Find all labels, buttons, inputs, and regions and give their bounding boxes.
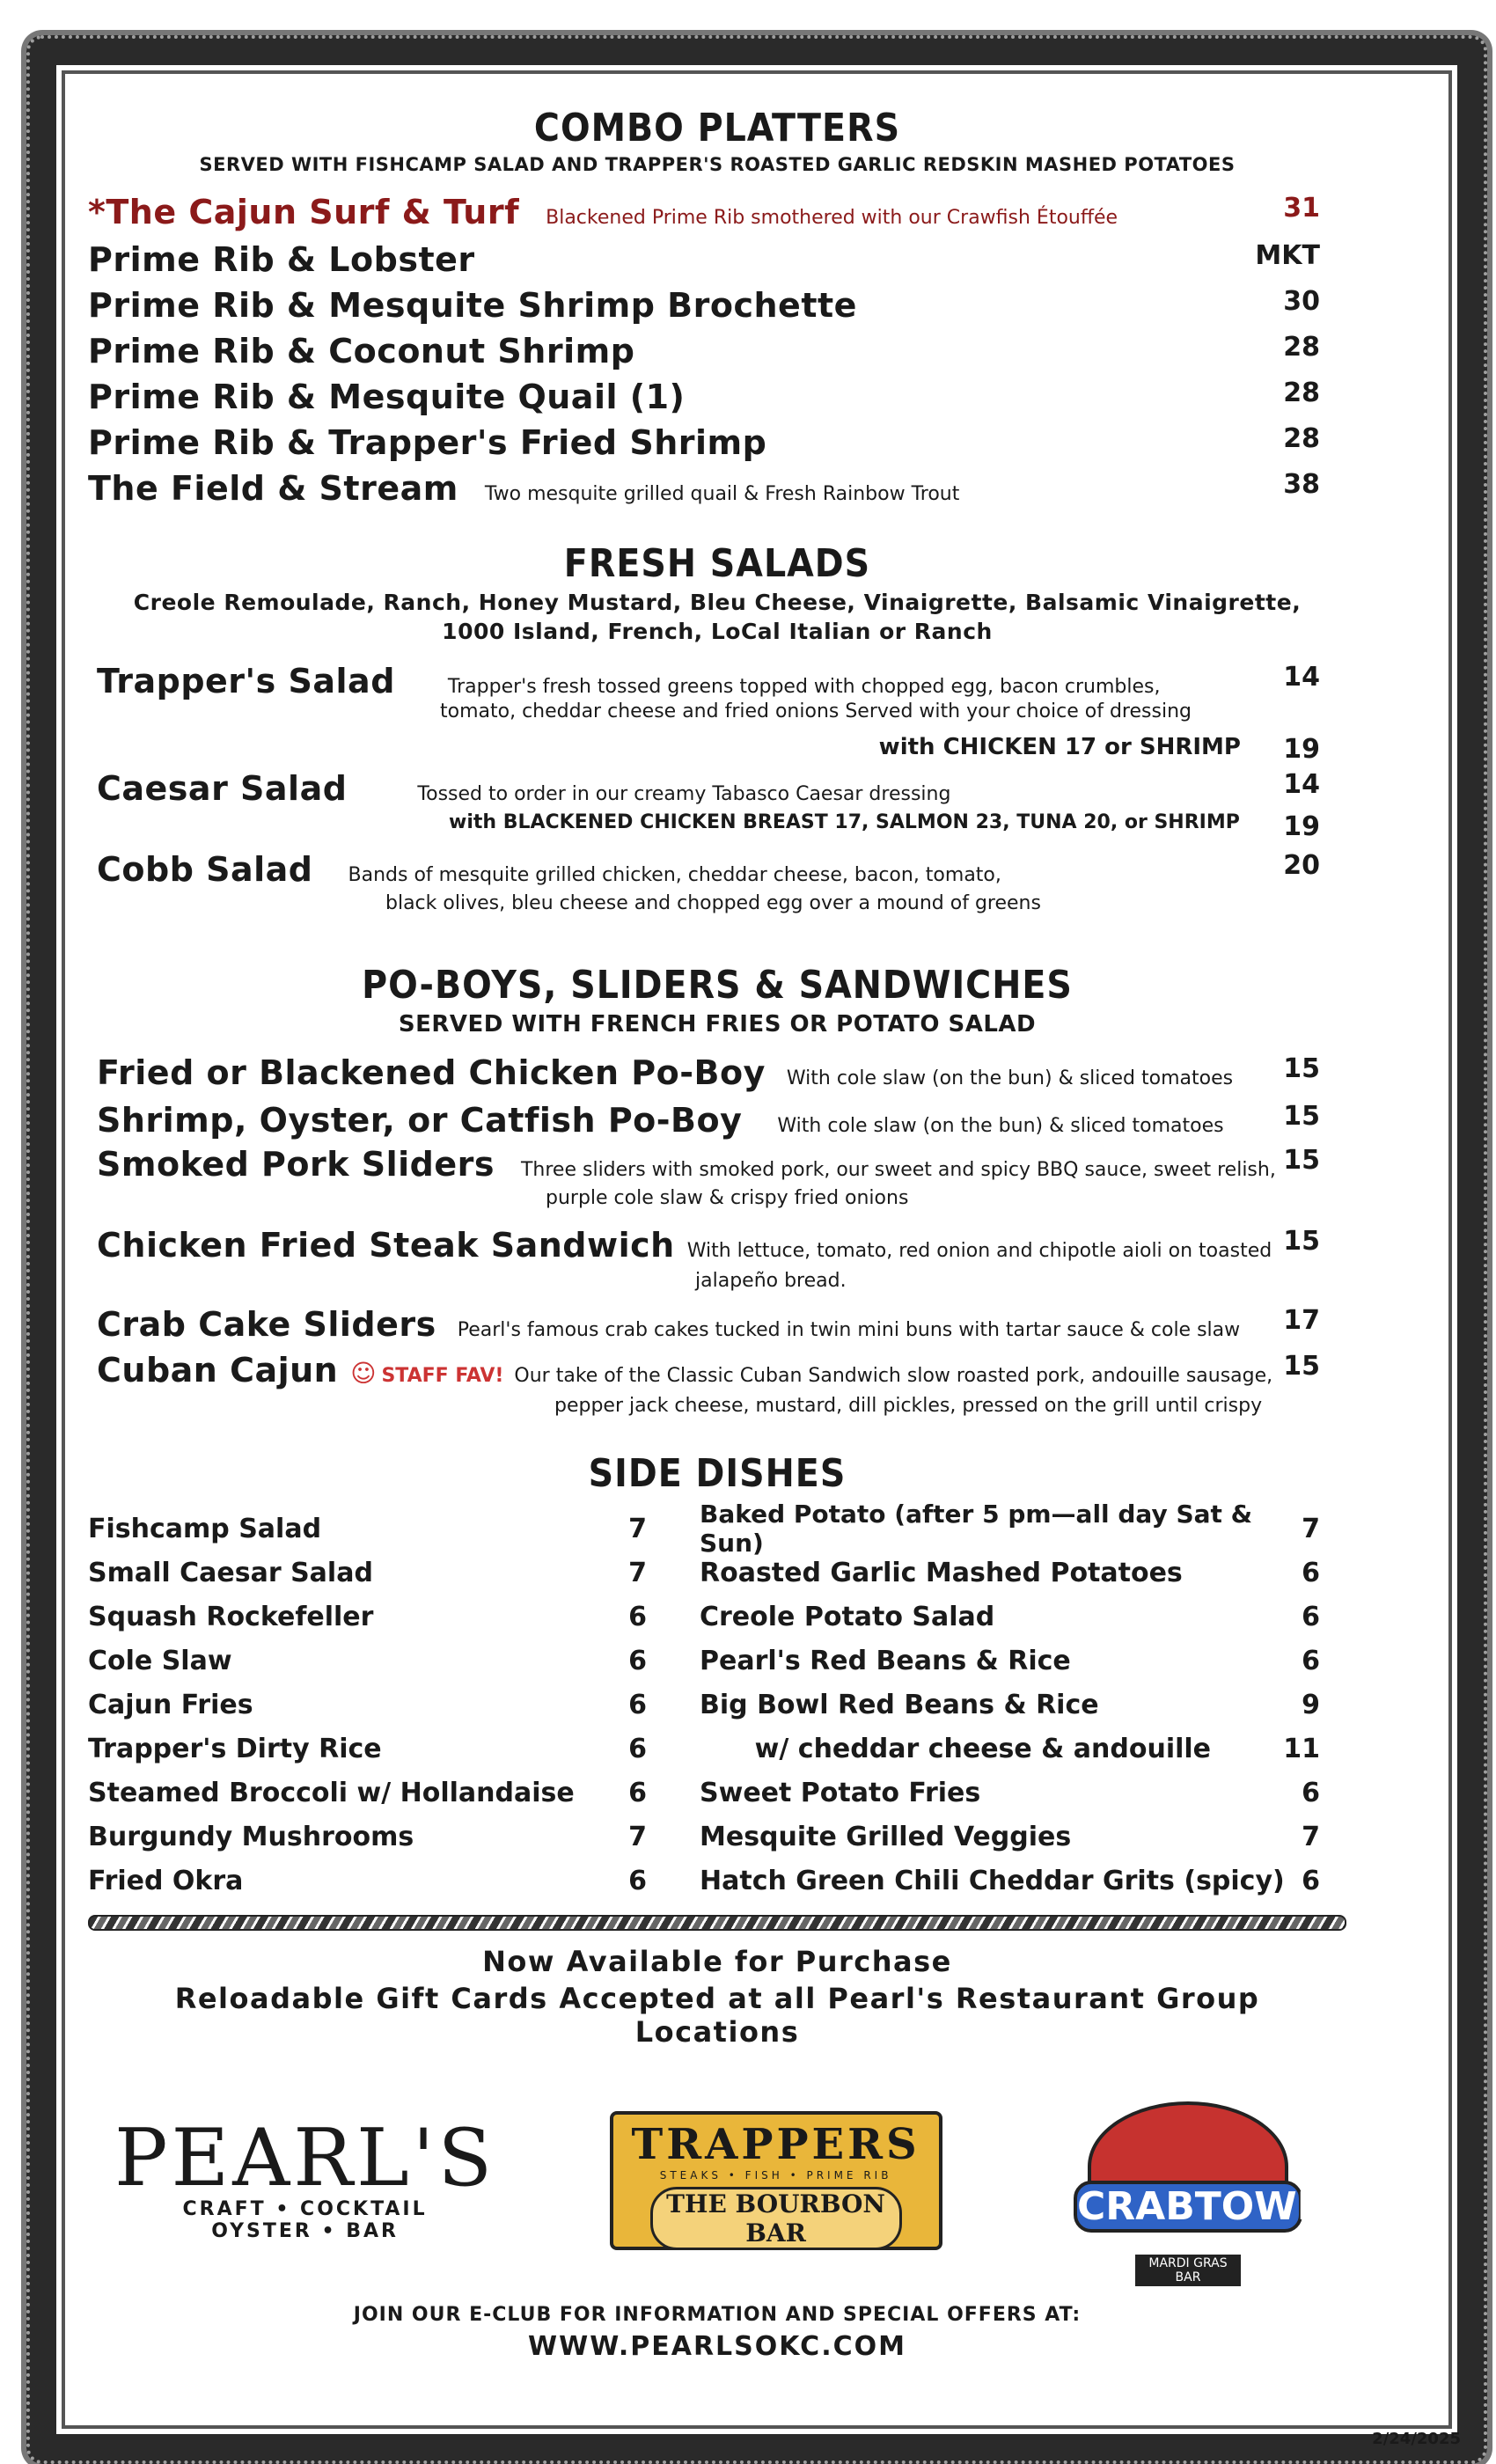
side-price: 9 bbox=[1302, 1689, 1320, 1720]
addon-text: with BLACKENED CHICKEN BREAST 17, SALMON 23, TUNA 20, or SHRIMP bbox=[449, 811, 1240, 833]
item-price: 14 bbox=[1283, 662, 1320, 693]
side-item bbox=[700, 1815, 1320, 1859]
addon-price: 19 bbox=[1283, 734, 1320, 765]
item-price: 20 bbox=[1283, 850, 1320, 881]
salad-item bbox=[97, 769, 1346, 811]
item-name: *The Cajun Surf & Turf bbox=[88, 193, 520, 231]
item-name: Prime Rib & Mesquite Shrimp Brochette bbox=[88, 286, 857, 325]
crabtown-logo-tag: MARDI GRAS BAR bbox=[1135, 2255, 1241, 2286]
item-name: Trapper's Salad bbox=[97, 662, 395, 700]
side-item bbox=[88, 1727, 647, 1771]
side-item bbox=[700, 1771, 1320, 1815]
side-name: w/ cheddar cheese & andouille bbox=[700, 1733, 1212, 1764]
item-desc: Trapper's fresh tossed greens topped with chopped egg, bacon crumbles, bbox=[447, 676, 1161, 698]
pearls-logo bbox=[114, 2112, 496, 2242]
item-name: Fried or Blackened Chicken Po-Boy bbox=[97, 1053, 766, 1092]
bourbon-bar-badge: THE BOURBON BAR bbox=[650, 2187, 902, 2250]
item-name: Prime Rib & Mesquite Quail (1) bbox=[88, 378, 686, 416]
poboy-item bbox=[97, 1145, 1346, 1187]
item-name: Caesar Salad bbox=[97, 769, 348, 808]
item-price: 28 bbox=[1283, 423, 1320, 454]
crabtown-logo bbox=[1056, 2075, 1330, 2286]
item-price: 14 bbox=[1283, 769, 1320, 800]
trappers-logo-name: TRAPPERS bbox=[631, 2120, 920, 2169]
combo-list bbox=[88, 193, 1346, 515]
item-desc: tomato, cheddar cheese and fried onions Served with your choice of dressing bbox=[440, 700, 1192, 722]
gift-card-line-2: Reloadable Gift Cards Accepted at all Pearl's Restaurant Group Locations bbox=[174, 1982, 1260, 2049]
side-item bbox=[700, 1859, 1320, 1903]
item-price: 15 bbox=[1283, 1053, 1320, 1084]
side-item bbox=[700, 1500, 1320, 1558]
poboy-item bbox=[97, 1305, 1346, 1351]
poboy-item bbox=[97, 1053, 1346, 1101]
item-name: Prime Rib & Coconut Shrimp bbox=[88, 332, 635, 370]
gift-card-line-1: Now Available for Purchase bbox=[482, 1945, 952, 1978]
side-item bbox=[88, 1859, 647, 1903]
salad-item bbox=[97, 850, 1346, 892]
side-name: Steamed Broccoli w/ Hollandaise bbox=[88, 1777, 575, 1808]
side-name: Pearl's Red Beans & Rice bbox=[700, 1645, 1071, 1676]
side-name: Big Bowl Red Beans & Rice bbox=[700, 1689, 1099, 1720]
side-price: 7 bbox=[628, 1513, 647, 1544]
item-name: Cuban Cajun bbox=[97, 1351, 339, 1390]
side-item bbox=[88, 1683, 647, 1727]
poboy-item bbox=[97, 1351, 1346, 1395]
side-price: 6 bbox=[628, 1777, 647, 1808]
combo-item bbox=[88, 193, 1346, 240]
combo-item bbox=[88, 423, 1346, 469]
poboy-desc-line bbox=[97, 1395, 1346, 1430]
pearls-logo-name: PEARL'S bbox=[114, 2112, 496, 2204]
side-dishes-title: SIDE DISHES bbox=[588, 1451, 847, 1496]
side-item bbox=[700, 1595, 1320, 1639]
item-price: 31 bbox=[1283, 193, 1320, 224]
item-price: 15 bbox=[1283, 1226, 1320, 1257]
side-item bbox=[88, 1507, 647, 1551]
item-price: 30 bbox=[1283, 286, 1320, 317]
item-desc: jalapeño bread. bbox=[695, 1270, 847, 1292]
fresh-salads-title: FRESH SALADS bbox=[563, 541, 871, 586]
side-name: Sweet Potato Fries bbox=[700, 1777, 981, 1808]
item-name: Cobb Salad bbox=[97, 850, 313, 889]
item-name: Smoked Pork Sliders bbox=[97, 1145, 495, 1184]
staff-fav-badge: STAFF FAV! bbox=[381, 1365, 504, 1387]
item-desc: With lettuce, tomato, red onion and chipotle aioli on toasted bbox=[686, 1240, 1272, 1262]
sides-right-column bbox=[700, 1500, 1346, 1903]
side-price: 7 bbox=[628, 1821, 647, 1852]
side-price: 6 bbox=[628, 1689, 647, 1720]
poboys-subtitle: SERVED WITH FRENCH FRIES OR POTATO SALAD bbox=[398, 1011, 1037, 1038]
item-desc: Pearl's famous crab cakes tucked in twin mini buns with tartar sauce & cole slaw bbox=[457, 1319, 1241, 1341]
salad-addon bbox=[97, 811, 1346, 850]
item-desc: With cole slaw (on the bun) & sliced tomatoes bbox=[786, 1067, 1234, 1089]
side-price: 6 bbox=[1302, 1777, 1320, 1808]
side-name: Cajun Fries bbox=[88, 1689, 253, 1720]
item-desc: With cole slaw (on the bun) & sliced tomatoes bbox=[777, 1115, 1224, 1137]
side-price: 6 bbox=[1302, 1645, 1320, 1676]
trappers-logo bbox=[610, 2111, 942, 2250]
combo-item bbox=[88, 332, 1346, 378]
side-name: Mesquite Grilled Veggies bbox=[700, 1821, 1072, 1852]
item-name: Prime Rib & Lobster bbox=[88, 240, 475, 279]
rope-divider bbox=[88, 1915, 1346, 1931]
side-price: 7 bbox=[1302, 1513, 1320, 1544]
side-price: 7 bbox=[628, 1557, 647, 1588]
side-name: Burgundy Mushrooms bbox=[88, 1821, 414, 1852]
combo-item bbox=[88, 378, 1346, 423]
pearls-logo-sub2: OYSTER • BAR bbox=[211, 2220, 399, 2242]
menu-date: 2/24/2025 bbox=[1372, 2430, 1461, 2448]
item-name: Chicken Fried Steak Sandwich bbox=[97, 1226, 675, 1265]
side-price: 6 bbox=[628, 1865, 647, 1896]
poboy-item bbox=[97, 1101, 1346, 1145]
combo-platters-subtitle: SERVED WITH FISHCAMP SALAD AND TRAPPER'S ROASTED GARLIC REDSKIN MASHED POTATOES bbox=[199, 154, 1236, 175]
smiley-icon: ☺ bbox=[350, 1359, 377, 1388]
side-name: Cole Slaw bbox=[88, 1645, 232, 1676]
combo-item bbox=[88, 286, 1346, 332]
salad-addon bbox=[97, 734, 1346, 769]
side-item bbox=[700, 1727, 1320, 1771]
item-desc: Three sliders with smoked pork, our sweet and spicy BBQ sauce, sweet relish, bbox=[520, 1159, 1276, 1181]
side-name: Small Caesar Salad bbox=[88, 1557, 373, 1588]
side-dishes-grid bbox=[88, 1500, 1346, 1903]
side-price: 6 bbox=[1302, 1601, 1320, 1632]
sides-left-column bbox=[88, 1507, 700, 1903]
side-name: Baked Potato (after 5 pm—all day Sat & Sun) bbox=[700, 1500, 1253, 1558]
salad-desc-line bbox=[97, 700, 1346, 734]
item-price: MKT bbox=[1255, 240, 1320, 271]
side-price: 6 bbox=[628, 1645, 647, 1676]
side-price: 6 bbox=[1302, 1865, 1320, 1896]
combo-item bbox=[88, 240, 1346, 286]
item-desc: black olives, bleu cheese and chopped egg over a mound of greens bbox=[385, 892, 1041, 914]
poboy-item bbox=[97, 1226, 1346, 1270]
eclub-text: JOIN OUR E-CLUB FOR INFORMATION AND SPECIAL OFFERS AT: bbox=[353, 2304, 1082, 2326]
side-name: Roasted Garlic Mashed Potatoes bbox=[700, 1557, 1183, 1588]
item-desc: Our take of the Classic Cuban Sandwich slow roasted pork, andouille sausage, bbox=[514, 1365, 1273, 1387]
dressings-line-2: 1000 Island, French, LoCal Italian or Ranch bbox=[442, 619, 993, 644]
side-name: Squash Rockefeller bbox=[88, 1601, 374, 1632]
addon-price: 19 bbox=[1283, 811, 1320, 842]
side-price: 6 bbox=[628, 1601, 647, 1632]
salad-desc-line bbox=[97, 892, 1346, 928]
restaurant-logos bbox=[88, 2075, 1346, 2286]
side-price: 6 bbox=[628, 1733, 647, 1764]
website-link[interactable]: WWW.PEARLSOKC.COM bbox=[528, 2331, 906, 2362]
side-name: Fishcamp Salad bbox=[88, 1513, 322, 1544]
pearls-logo-sub1: CRAFT • COCKTAIL bbox=[182, 2198, 428, 2220]
addon-text: with CHICKEN 17 or SHRIMP bbox=[878, 734, 1241, 760]
side-price: 11 bbox=[1283, 1733, 1320, 1764]
item-price: 15 bbox=[1283, 1145, 1320, 1176]
side-item bbox=[88, 1639, 647, 1683]
item-price: 15 bbox=[1283, 1101, 1320, 1132]
item-name: The Field & Stream bbox=[88, 469, 458, 508]
item-name: Crab Cake Sliders bbox=[97, 1305, 436, 1344]
side-item bbox=[88, 1551, 647, 1595]
side-item bbox=[88, 1815, 647, 1859]
item-name: Prime Rib & Trapper's Fried Shrimp bbox=[88, 423, 767, 462]
side-price: 7 bbox=[1302, 1821, 1320, 1852]
poboy-desc-line bbox=[97, 1270, 1346, 1305]
item-price: 28 bbox=[1283, 332, 1320, 363]
dressings-line-1: Creole Remoulade, Ranch, Honey Mustard, Bleu Cheese, Vinaigrette, Balsamic Vinaigrette, bbox=[133, 590, 1302, 615]
item-desc: Bands of mesquite grilled chicken, cheddar cheese, bacon, tomato, bbox=[348, 864, 1001, 886]
poboy-desc-line bbox=[97, 1187, 1346, 1226]
side-price: 6 bbox=[1302, 1557, 1320, 1588]
item-desc: Blackened Prime Rib smothered with our Crawfish Étouffée bbox=[546, 207, 1118, 229]
poboys-title: PO-BOYS, SLIDERS & SANDWICHES bbox=[362, 963, 1073, 1008]
item-desc: pepper jack cheese, mustard, dill pickles, pressed on the grill until crispy bbox=[554, 1395, 1263, 1417]
poboy-list bbox=[88, 1053, 1346, 1430]
item-price: 28 bbox=[1283, 378, 1320, 408]
side-item bbox=[88, 1771, 647, 1815]
combo-item bbox=[88, 469, 1346, 515]
side-name: Trapper's Dirty Rice bbox=[88, 1733, 382, 1764]
side-item bbox=[700, 1683, 1320, 1727]
item-price: 38 bbox=[1283, 469, 1320, 500]
salad-list bbox=[88, 662, 1346, 928]
item-name: Shrimp, Oyster, or Catfish Po-Boy bbox=[97, 1101, 743, 1140]
menu-content bbox=[88, 106, 1346, 2362]
side-name: Fried Okra bbox=[88, 1865, 244, 1896]
item-price: 17 bbox=[1283, 1305, 1320, 1336]
item-desc: purple cole slaw & crispy fried onions bbox=[546, 1187, 909, 1209]
side-name: Creole Potato Salad bbox=[700, 1601, 995, 1632]
side-item bbox=[88, 1595, 647, 1639]
trappers-logo-sub: STEAKS • FISH • PRIME RIB bbox=[659, 2169, 892, 2182]
salad-item bbox=[97, 662, 1346, 700]
combo-platters-title: COMBO PLATTERS bbox=[533, 106, 901, 150]
item-desc: Two mesquite grilled quail & Fresh Rainbow Trout bbox=[484, 483, 960, 505]
item-price: 15 bbox=[1283, 1351, 1320, 1382]
side-name: Hatch Green Chili Cheddar Grits (spicy) bbox=[700, 1865, 1285, 1896]
crabtown-logo-name: CRABTOWN bbox=[1074, 2181, 1302, 2233]
side-item bbox=[700, 1639, 1320, 1683]
item-desc: Tossed to order in our creamy Tabasco Caesar dressing bbox=[417, 783, 951, 805]
